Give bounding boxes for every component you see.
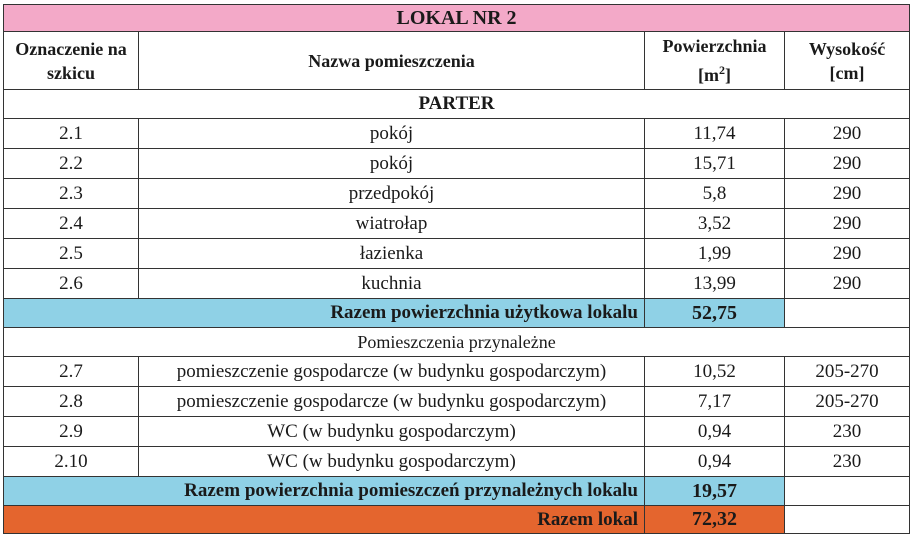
room-id: 2.4 [4,209,139,239]
room-area: 0,94 [645,417,785,447]
section-appurtenant: Pomieszczenia przynależne [4,328,910,357]
room-area: 7,17 [645,387,785,417]
room-name: przedpokój [139,179,645,209]
room-name: pokój [139,119,645,149]
table-title: LOKAL NR 2 [4,5,910,32]
table-row [4,357,910,387]
room-area: 5,8 [645,179,785,209]
subtotal-usable-value: 52,75 [645,299,785,328]
header-room-name: Nazwa pomieszczenia [139,32,645,90]
empty-cell [785,477,910,506]
room-table [3,4,910,534]
subtotal-appurtenant-label: Razem powierzchnia pomieszczeń przynależnych lokalu [4,477,645,506]
room-name: pomieszczenie gospodarcze (w budynku gospodarczym) [139,387,645,417]
table-row [4,179,910,209]
room-area: 1,99 [645,239,785,269]
room-height: 290 [785,239,910,269]
room-id: 2.10 [4,447,139,477]
room-id: 2.8 [4,387,139,417]
header-area-unit: $[m^2]$ [698,63,731,85]
room-id: 2.3 [4,179,139,209]
room-id: 2.5 [4,239,139,269]
room-id: 2.2 [4,149,139,179]
room-id: 2.6 [4,269,139,299]
subtotal-appurtenant-value: 19,57 [645,477,785,506]
room-name: łazienka [139,239,645,269]
room-name: wiatrołap [139,209,645,239]
section-row [4,90,910,119]
room-height: 290 [785,149,910,179]
room-id: 2.1 [4,119,139,149]
room-area: 10,52 [645,357,785,387]
header-designation: Oznaczenie na szkicu [4,32,139,90]
room-name: WC (w budynku gospodarczym) [139,447,645,477]
section-parter: PARTER [4,90,910,119]
table-row [4,239,910,269]
room-height: 230 [785,447,910,477]
total-value: 72,32 [645,506,785,534]
room-height: 205-270 [785,357,910,387]
room-name: WC (w budynku gospodarczym) [139,417,645,447]
room-area: 0,94 [645,447,785,477]
room-height: 290 [785,119,910,149]
header-area-label: Powierzchnia [662,36,767,56]
room-area: 13,99 [645,269,785,299]
room-height: 205-270 [785,387,910,417]
section-row [4,328,910,357]
subtotal-appurtenant-row [4,477,910,506]
room-name: pomieszczenie gospodarcze (w budynku gospodarczym) [139,357,645,387]
total-label: Razem lokal [4,506,645,534]
room-height: 290 [785,179,910,209]
room-area: 11,74 [645,119,785,149]
table-row [4,447,910,477]
header-height-label: Wysokość [808,38,886,59]
total-row [4,506,910,534]
room-area: 3,52 [645,209,785,239]
subtotal-usable-row [4,299,910,328]
header-area [645,32,785,90]
room-height: 290 [785,209,910,239]
table-row [4,387,910,417]
room-name: kuchnia [139,269,645,299]
table-row [4,269,910,299]
subtotal-usable-label: Razem powierzchnia użytkowa lokalu [4,299,645,328]
header-height-unit: [cm] [829,62,865,83]
empty-cell [785,299,910,328]
room-name: pokój [139,149,645,179]
room-area: 15,71 [645,149,785,179]
room-height: 290 [785,269,910,299]
empty-cell [785,506,910,534]
table-row [4,149,910,179]
room-id: 2.9 [4,417,139,447]
header-row [4,32,910,90]
room-height: 230 [785,417,910,447]
room-id: 2.7 [4,357,139,387]
title-row [4,5,910,32]
table-row [4,119,910,149]
table-row [4,417,910,447]
header-height [785,32,910,90]
table-row [4,209,910,239]
